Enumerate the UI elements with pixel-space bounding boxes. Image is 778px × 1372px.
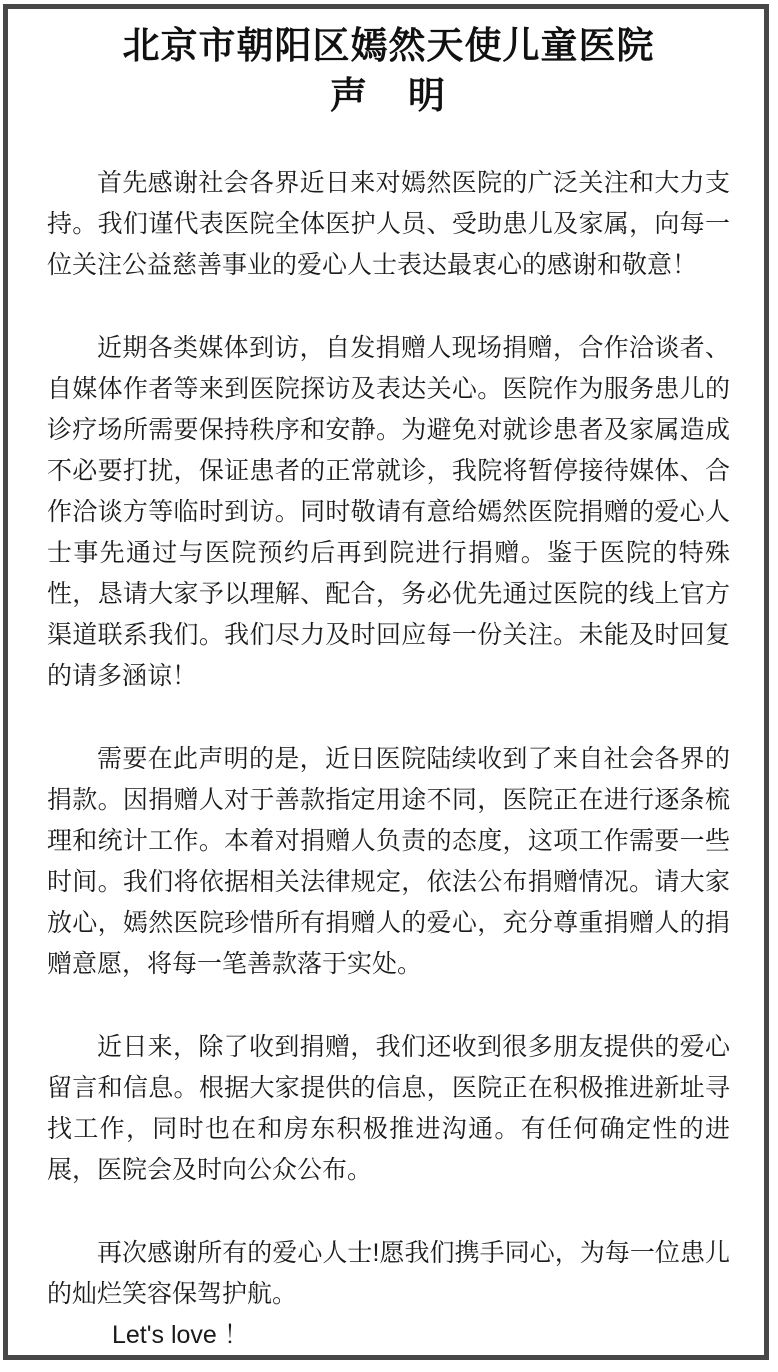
statement-heading: 声 明 <box>330 75 447 116</box>
paragraph-relocation: 近日来，除了收到捐赠，我们还收到很多朋友提供的爱心留言和信息。根据大家提供的信息，医院正在积极推进新址寻找工作，同时也在和房东积极推进沟通。有任何确定性的进展，医院会及时向公众公布。 <box>47 1033 730 1184</box>
paragraph-visits-policy: 近期各类媒体到访，自发捐赠人现场捐赠，合作洽谈者、自媒体作者等来到医院探访及表达关心。医院作为服务患儿的诊疗场所需要保持秩序和安静。为避免对就诊患者及家属造成不必要打扰，保证患者的正常就诊，我院将暂停接待媒体、合作洽谈方等临时到访。同时敬请有意给嫣然医院捐赠的爱心人士事先通过与医院预约后再到院进行捐赠。鉴于医院的特殊性，恳请大家予以理解、配合，务必优先通过医院的线上官方渠道联系我们。我们尽力及时回应每一份关注。未能及时回复的请多涵谅！ <box>47 334 730 690</box>
statement-frame <box>3 4 769 1360</box>
paragraph-closing-thanks: 再次感谢所有的爱心人士!愿我们携手同心，为每一位患儿的灿烂笑容保驾护航。 <box>47 1239 730 1308</box>
lets-love-line: Let's love ！ <box>112 1321 249 1349</box>
paragraph-donations: 需要在此声明的是，近日医院陆续收到了来自社会各界的捐款。因捐赠人对于善款指定用途不同，医院正在进行逐条梳理和统计工作。本着对捐赠人负责的态度，这项工作需要一些时间。我们将依据相关法律规定，依法公布捐赠情况。请大家放心，嫣然医院珍惜所有捐赠人的爱心，充分尊重捐赠人的捐赠意愿，将每一笔善款落于实处。 <box>47 745 730 978</box>
hospital-title: 北京市朝阳区嫣然天使儿童医院 <box>122 25 655 66</box>
statement-content <box>8 9 764 1356</box>
paragraph-thanks: 首先感谢社会各界近日来对嫣然医院的广泛关注和大力支持。我们谨代表医院全体医护人员、受助患儿及家属，向每一位关注公益慈善事业的爱心人士表达最衷心的感谢和敬意！ <box>47 169 730 279</box>
